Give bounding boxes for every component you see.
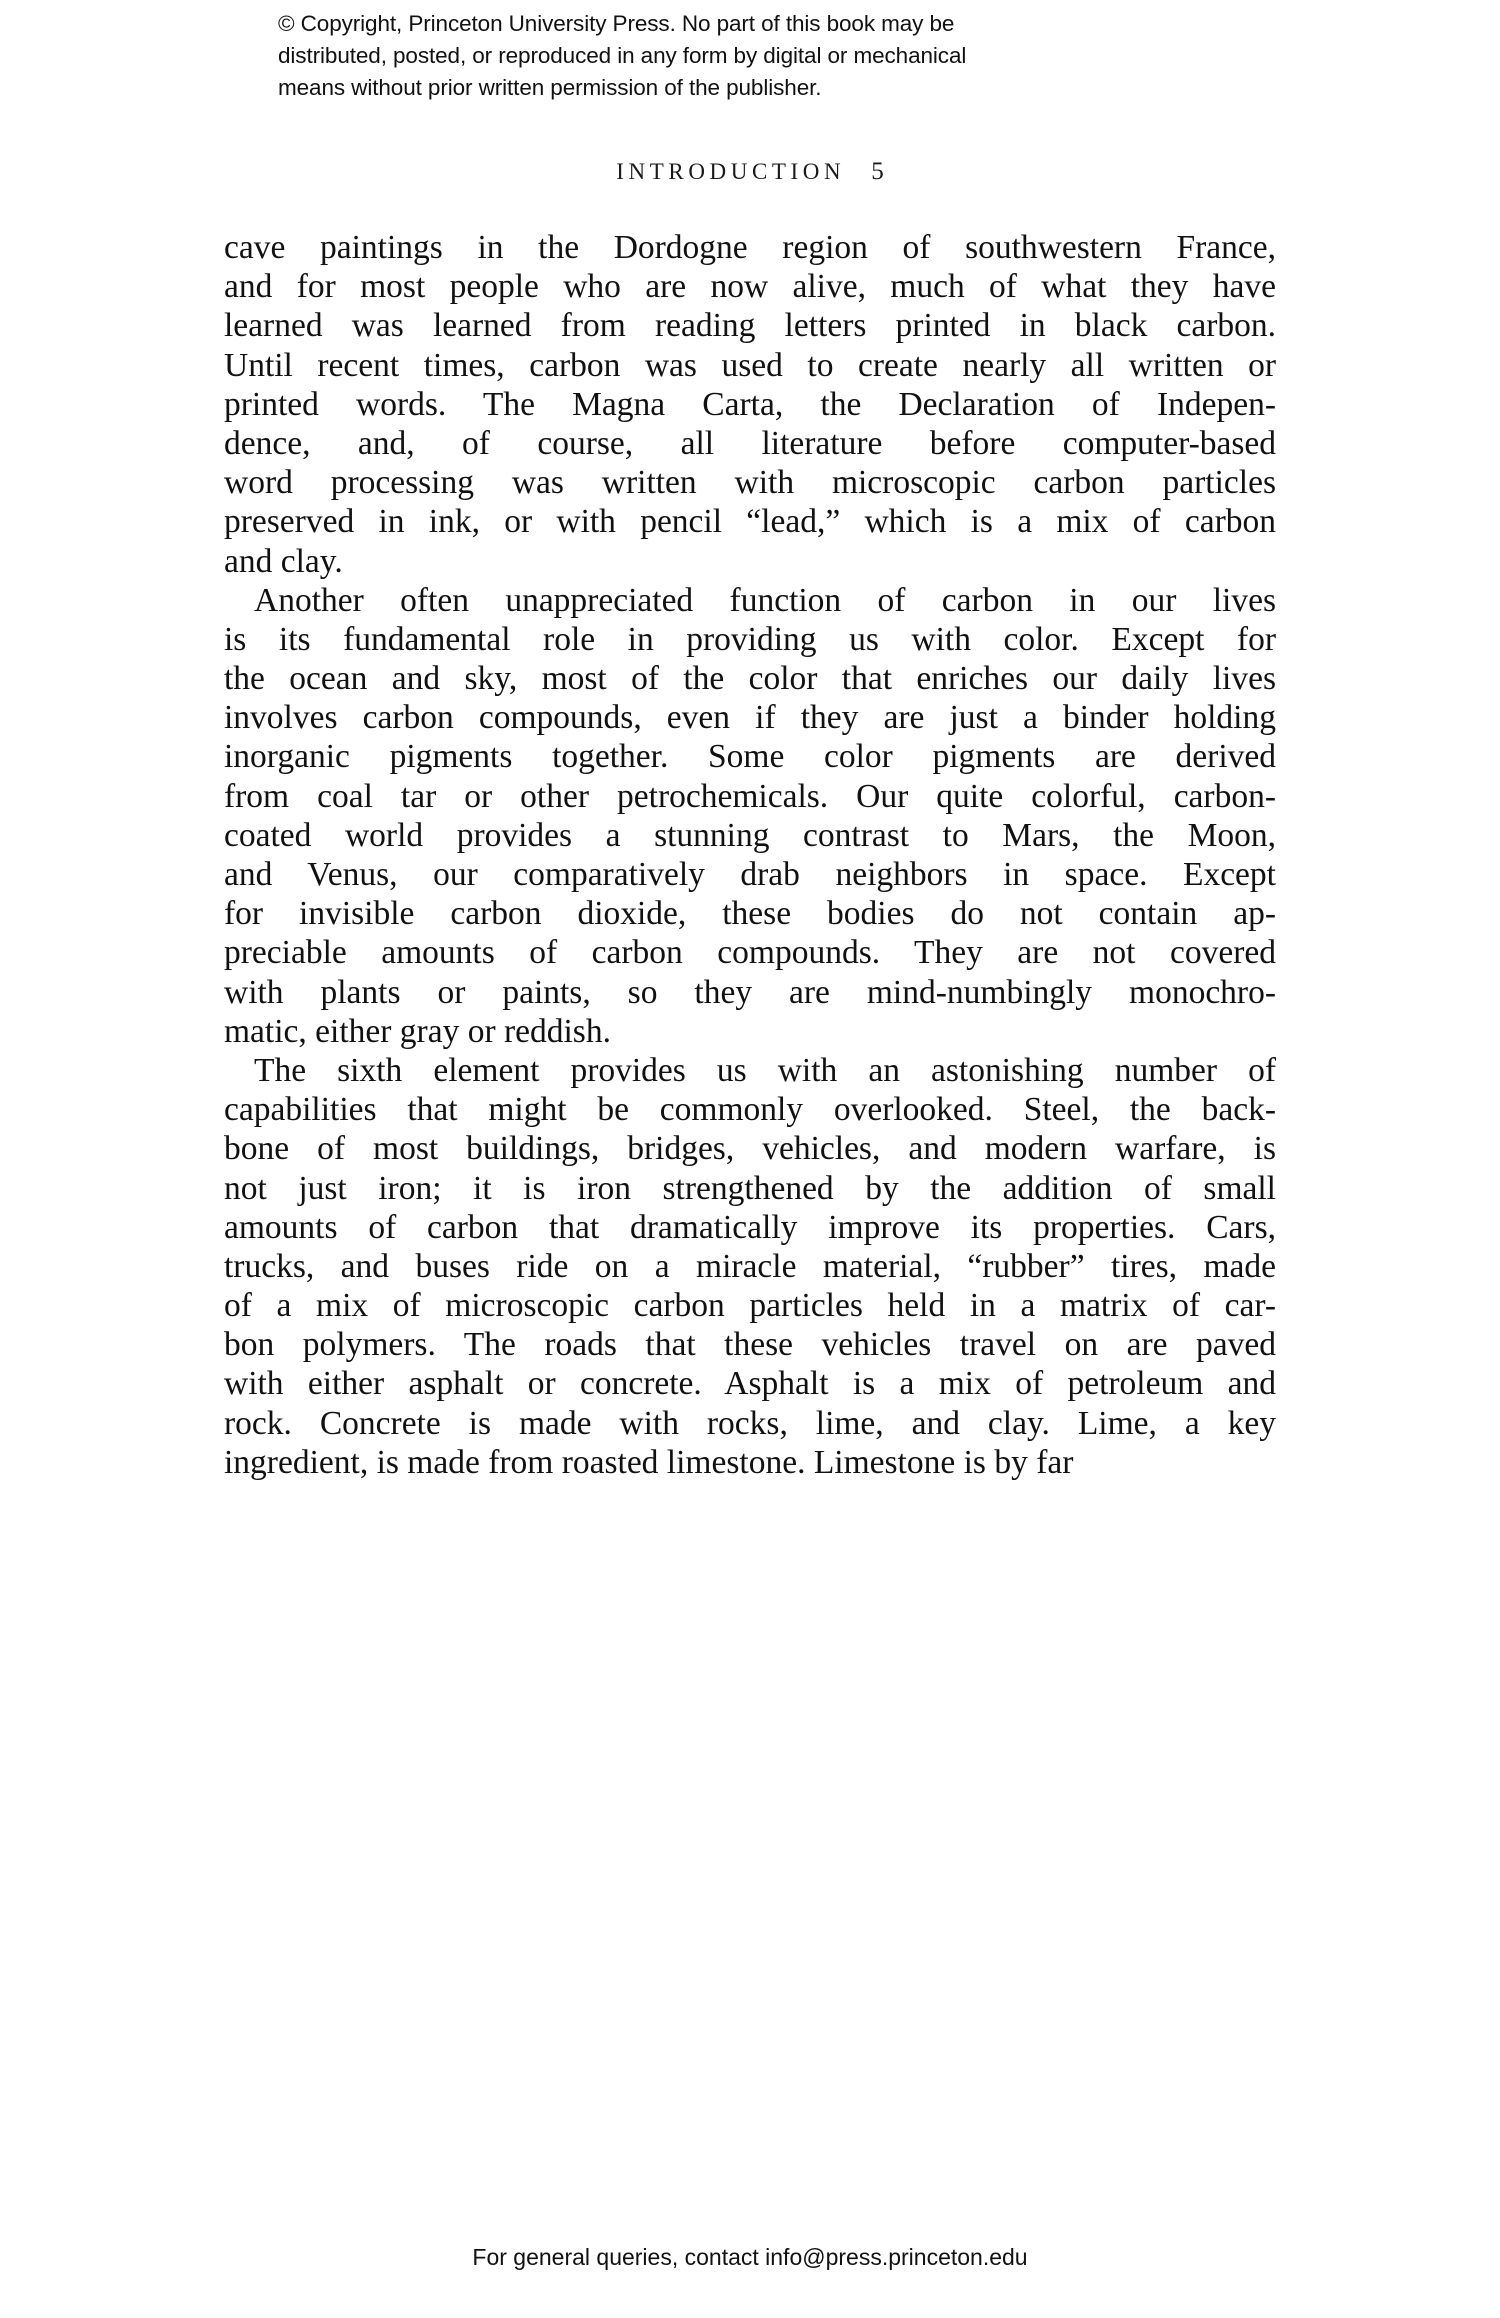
text-line: bon polymers. The roads that these vehicles travel on are paved <box>224 1326 1276 1364</box>
text-line: ingredient, is made from roasted limestone. Limestone is by far <box>224 1443 1074 1481</box>
text-line: rock. Concrete is made with rocks, lime, and clay. Lime, a key <box>224 1404 1276 1442</box>
text-line: matic, either gray or reddish. <box>224 1012 611 1050</box>
text-line: preciable amounts of carbon compounds. They are not covered <box>224 934 1276 972</box>
text-line: capabilities that might be commonly overlooked. Steel, the back- <box>224 1091 1276 1129</box>
text-line: with either asphalt or concrete. Asphalt is a mix of petroleum and <box>224 1365 1276 1403</box>
text-line: dence, and, of course, all literature before computer-based <box>224 424 1276 462</box>
text-line: preserved in ink, or with pencil “lead,” which is a mix of carbon <box>224 503 1276 541</box>
paragraph <box>224 228 1276 581</box>
text-line: learned was learned from reading letters printed in black carbon. <box>224 307 1276 345</box>
text-line: with plants or paints, so they are mind-numbingly monochro- <box>224 973 1276 1011</box>
text-line: bone of most buildings, bridges, vehicles, and modern warfare, is <box>224 1130 1276 1168</box>
text-line: cave paintings in the Dordogne region of southwestern France, <box>224 229 1276 266</box>
copyright-line: distributed, posted, or reproduced in any form by digital or mechanical <box>278 43 967 68</box>
text-line: from coal tar or other petrochemicals. Our quite colorful, carbon- <box>224 777 1276 815</box>
text-line: trucks, and buses ride on a miracle material, “rubber” tires, made <box>224 1247 1276 1285</box>
text-line: amounts of carbon that dramatically improve its properties. Cars, <box>224 1208 1276 1246</box>
text-line: Until recent times, carbon was used to create nearly all written or <box>224 346 1276 384</box>
page-number: 5 <box>871 158 884 185</box>
running-head <box>0 158 1500 186</box>
copyright-line: means without prior written permission of the publisher. <box>278 75 822 100</box>
copyright-notice <box>278 8 967 104</box>
text-line: and clay. <box>224 542 343 580</box>
paragraph <box>224 581 1276 1051</box>
footer-note: For general queries, contact info@press.princeton.edu <box>472 2244 1028 2270</box>
body-text <box>224 228 1276 1482</box>
text-line: is its fundamental role in providing us with color. Except for <box>224 620 1276 658</box>
copyright-line: © Copyright, Princeton University Press. No part of this book may be <box>278 11 955 36</box>
text-line: for invisible carbon dioxide, these bodies do not contain ap- <box>224 895 1276 933</box>
paragraph <box>224 1051 1276 1482</box>
text-line: Another often unappreciated function of carbon in our lives <box>254 581 1276 619</box>
text-line: word processing was written with microscopic carbon particles <box>224 464 1276 502</box>
text-line: of a mix of microscopic carbon particles held in a matrix of car- <box>224 1287 1276 1325</box>
text-line: The sixth element provides us with an astonishing number of <box>254 1051 1276 1089</box>
text-line: coated world provides a stunning contrast to Mars, the Moon, <box>224 816 1276 854</box>
text-line: and Venus, our comparatively drab neighbors in space. Except <box>224 856 1276 893</box>
text-line: and for most people who are now alive, much of what they have <box>224 268 1276 306</box>
running-head-title: INTRODUCTION <box>616 159 846 184</box>
text-line: printed words. The Magna Carta, the Declaration of Indepen- <box>224 385 1276 423</box>
text-line: inorganic pigments together. Some color pigments are derived <box>224 738 1276 776</box>
text-line: not just iron; it is iron strengthened by the addition of small <box>224 1169 1276 1207</box>
text-line: involves carbon compounds, even if they are just a binder holding <box>224 699 1276 737</box>
text-line: the ocean and sky, most of the color that enriches our daily lives <box>224 660 1276 698</box>
